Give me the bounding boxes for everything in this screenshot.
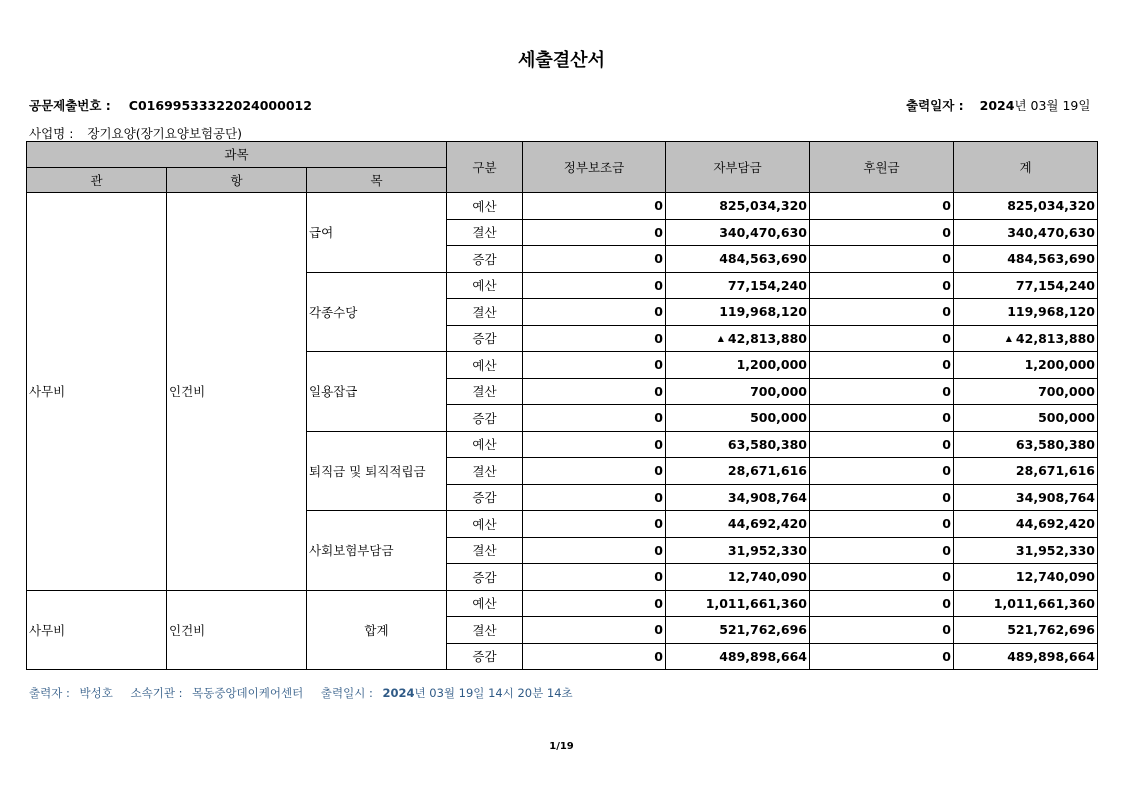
total-cell: [954, 325, 1098, 352]
total-cell-value: 1,200,000: [1024, 357, 1095, 373]
table-row: [27, 193, 1098, 220]
gov-cell-value: 0: [654, 357, 663, 373]
total-cell: [954, 246, 1098, 273]
total-cell-value: 521,762,696: [1007, 622, 1095, 638]
header-gov: 정부보조금: [523, 142, 666, 193]
negative-mark: ▲: [717, 333, 724, 343]
mok-cell: 퇴직금 및 퇴직적립금: [307, 431, 447, 511]
gov-cell: [523, 193, 666, 220]
total-cell-value: 42,813,880: [1015, 330, 1095, 346]
sponsor-cell: [810, 564, 954, 591]
self-cell: [666, 246, 810, 273]
self-cell: [666, 431, 810, 458]
gov-cell: [523, 537, 666, 564]
gubun-cell: 결산: [447, 617, 523, 644]
print-time-label: 출력일시 :: [320, 686, 373, 700]
self-cell: [666, 325, 810, 352]
sponsor-cell: [810, 484, 954, 511]
self-cell-value: 28,671,616: [727, 463, 807, 479]
sponsor-cell: [810, 219, 954, 246]
sponsor-cell-value: 0: [942, 542, 951, 558]
gubun-cell: 결산: [447, 458, 523, 485]
gov-cell: [523, 378, 666, 405]
total-cell: [954, 564, 1098, 591]
self-cell-value: 12,740,090: [727, 569, 807, 585]
hang-cell: 인건비: [167, 193, 307, 591]
total-cell: [954, 352, 1098, 379]
sponsor-cell: [810, 272, 954, 299]
doc-number: [29, 96, 312, 114]
header-gubun: 구분: [447, 142, 523, 193]
gov-cell: [523, 590, 666, 617]
page-number: 1/19: [549, 741, 574, 752]
gov-cell: [523, 564, 666, 591]
gov-cell: [523, 458, 666, 485]
gubun-cell: 예산: [447, 193, 523, 220]
business-name: [29, 124, 242, 142]
sponsor-cell: [810, 431, 954, 458]
print-date: [906, 96, 1090, 114]
gov-cell: [523, 405, 666, 432]
gov-cell: [523, 643, 666, 670]
gov-cell-value: 0: [654, 595, 663, 611]
gubun-cell: 증감: [447, 484, 523, 511]
self-cell-value: 500,000: [750, 410, 807, 426]
self-cell: [666, 405, 810, 432]
self-cell-value: 119,968,120: [719, 304, 807, 320]
sponsor-cell-value: 0: [942, 436, 951, 452]
sponsor-cell-value: 0: [942, 516, 951, 532]
total-cell: [954, 299, 1098, 326]
self-cell-value: 521,762,696: [719, 622, 807, 638]
sponsor-cell-value: 0: [942, 569, 951, 585]
doc-number-label: 공문제출번호 :: [29, 98, 111, 113]
self-cell-value: 42,813,880: [727, 330, 807, 346]
total-cell: [954, 193, 1098, 220]
self-cell: [666, 272, 810, 299]
mok-cell: 급여: [307, 193, 447, 273]
sponsor-cell: [810, 246, 954, 273]
gov-cell: [523, 617, 666, 644]
self-cell-value: 1,011,661,360: [705, 595, 807, 611]
gov-cell: [523, 219, 666, 246]
gov-cell-value: 0: [654, 622, 663, 638]
sponsor-cell: [810, 643, 954, 670]
sponsor-cell: [810, 458, 954, 485]
total-cell-value: 31,952,330: [1015, 542, 1095, 558]
total-cell-value: 825,034,320: [1007, 198, 1095, 214]
header-hang: 항: [167, 167, 307, 193]
gov-cell-value: 0: [654, 648, 663, 664]
gov-cell: [523, 511, 666, 538]
gubun-cell: 증감: [447, 325, 523, 352]
header-gwan: 관: [27, 167, 167, 193]
gubun-cell: 증감: [447, 405, 523, 432]
gwan-cell: 사무비: [27, 193, 167, 591]
gov-cell-value: 0: [654, 251, 663, 267]
print-date-rest: 년 03월 19일: [1014, 98, 1091, 113]
total-cell-value: 12,740,090: [1015, 569, 1095, 585]
page-title: 세출결산서: [518, 50, 605, 71]
business-label: 사업명 :: [29, 126, 74, 141]
sponsor-cell-value: 0: [942, 330, 951, 346]
summary-gwan-cell: 사무비: [27, 590, 167, 670]
printer-label: 출력자 :: [29, 686, 70, 700]
gubun-cell: 결산: [447, 219, 523, 246]
self-cell: [666, 590, 810, 617]
org-label: 소속기관 :: [130, 686, 183, 700]
header-total: 계: [954, 142, 1098, 193]
sponsor-cell-value: 0: [942, 277, 951, 293]
header-self: 자부담금: [666, 142, 810, 193]
total-cell: [954, 617, 1098, 644]
self-cell-value: 34,908,764: [727, 489, 807, 505]
gubun-cell: 예산: [447, 590, 523, 617]
sponsor-cell-value: 0: [942, 383, 951, 399]
gov-cell-value: 0: [654, 383, 663, 399]
print-date-year: 2024: [979, 98, 1015, 113]
total-cell-value: 77,154,240: [1015, 277, 1095, 293]
self-cell: [666, 484, 810, 511]
self-cell: [666, 193, 810, 220]
mok-cell: 각종수당: [307, 272, 447, 352]
total-cell-value: 63,580,380: [1015, 436, 1095, 452]
self-cell-value: 340,470,630: [719, 224, 807, 240]
doc-number-value: C01699533322024000012: [128, 98, 312, 113]
gubun-cell: 예산: [447, 272, 523, 299]
total-cell-value: 44,692,420: [1015, 516, 1095, 532]
self-cell-value: 31,952,330: [727, 542, 807, 558]
total-cell-value: 500,000: [1038, 410, 1095, 426]
header-sponsor: 후원금: [810, 142, 954, 193]
total-cell: [954, 484, 1098, 511]
gubun-cell: 결산: [447, 378, 523, 405]
sponsor-cell: [810, 405, 954, 432]
sponsor-cell-value: 0: [942, 463, 951, 479]
gov-cell: [523, 299, 666, 326]
gov-cell-value: 0: [654, 516, 663, 532]
gov-cell-value: 0: [654, 330, 663, 346]
gubun-cell: 예산: [447, 352, 523, 379]
sponsor-cell: [810, 378, 954, 405]
summary-row: [27, 590, 1098, 617]
self-cell-value: 700,000: [750, 383, 807, 399]
sponsor-cell: [810, 617, 954, 644]
self-cell: [666, 564, 810, 591]
sponsor-cell: [810, 352, 954, 379]
negative-mark: ▲: [1005, 333, 1012, 343]
sponsor-cell-value: 0: [942, 198, 951, 214]
print-footer: [29, 685, 585, 701]
sponsor-cell-value: 0: [942, 224, 951, 240]
total-cell-value: 340,470,630: [1007, 224, 1095, 240]
sponsor-cell: [810, 299, 954, 326]
self-cell-value: 825,034,320: [719, 198, 807, 214]
sponsor-cell-value: 0: [942, 595, 951, 611]
gov-cell: [523, 484, 666, 511]
total-cell-value: 1,011,661,360: [993, 595, 1095, 611]
self-cell: [666, 299, 810, 326]
header-subject: 과목: [27, 142, 447, 168]
sponsor-cell-value: 0: [942, 304, 951, 320]
gov-cell-value: 0: [654, 277, 663, 293]
self-cell-value: 63,580,380: [727, 436, 807, 452]
print-time-rest: 년 03월 19일 14시 20분 14초: [414, 686, 573, 700]
total-cell-value: 34,908,764: [1015, 489, 1095, 505]
gov-cell-value: 0: [654, 542, 663, 558]
sponsor-cell-value: 0: [942, 251, 951, 267]
total-cell-value: 119,968,120: [1007, 304, 1095, 320]
gov-cell-value: 0: [654, 569, 663, 585]
printer-name: 박성호: [79, 686, 113, 700]
print-date-label: 출력일자 :: [906, 98, 964, 113]
self-cell: [666, 378, 810, 405]
sponsor-cell: [810, 325, 954, 352]
org-name: 목동중앙데이케어센터: [192, 686, 304, 700]
self-cell: [666, 219, 810, 246]
total-cell: [954, 219, 1098, 246]
gov-cell-value: 0: [654, 304, 663, 320]
sponsor-cell-value: 0: [942, 410, 951, 426]
gov-cell: [523, 272, 666, 299]
self-cell: [666, 352, 810, 379]
total-cell: [954, 511, 1098, 538]
total-cell-value: 489,898,664: [1007, 648, 1095, 664]
total-cell: [954, 458, 1098, 485]
gov-cell-value: 0: [654, 436, 663, 452]
gubun-cell: 증감: [447, 643, 523, 670]
self-cell: [666, 537, 810, 564]
self-cell: [666, 643, 810, 670]
self-cell: [666, 617, 810, 644]
gov-cell: [523, 325, 666, 352]
gov-cell: [523, 431, 666, 458]
sponsor-cell: [810, 537, 954, 564]
mok-cell: 일용잡급: [307, 352, 447, 432]
gov-cell-value: 0: [654, 463, 663, 479]
gubun-cell: 증감: [447, 246, 523, 273]
sponsor-cell-value: 0: [942, 622, 951, 638]
sponsor-cell: [810, 193, 954, 220]
gov-cell-value: 0: [654, 410, 663, 426]
self-cell-value: 77,154,240: [727, 277, 807, 293]
self-cell-value: 489,898,664: [719, 648, 807, 664]
gubun-cell: 결산: [447, 299, 523, 326]
gubun-cell: 예산: [447, 431, 523, 458]
total-cell-value: 700,000: [1038, 383, 1095, 399]
sponsor-cell: [810, 590, 954, 617]
self-cell: [666, 511, 810, 538]
gov-cell: [523, 246, 666, 273]
gov-cell: [523, 352, 666, 379]
gov-cell-value: 0: [654, 489, 663, 505]
total-cell-value: 484,563,690: [1007, 251, 1095, 267]
gubun-cell: 예산: [447, 511, 523, 538]
sponsor-cell: [810, 511, 954, 538]
sponsor-cell-value: 0: [942, 357, 951, 373]
self-cell-value: 1,200,000: [736, 357, 807, 373]
total-cell: [954, 590, 1098, 617]
business-value: 장기요양(장기요양보험공단): [87, 126, 243, 141]
total-cell: [954, 378, 1098, 405]
gov-cell-value: 0: [654, 224, 663, 240]
gubun-cell: 증감: [447, 564, 523, 591]
mok-cell: 사회보험부담금: [307, 511, 447, 591]
sponsor-cell-value: 0: [942, 648, 951, 664]
total-cell: [954, 537, 1098, 564]
self-cell: [666, 458, 810, 485]
settlement-table: [26, 141, 1098, 670]
self-cell-value: 44,692,420: [727, 516, 807, 532]
self-cell-value: 484,563,690: [719, 251, 807, 267]
print-time-year: 2024: [382, 686, 415, 700]
gov-cell-value: 0: [654, 198, 663, 214]
summary-mok-cell: 합계: [307, 590, 447, 670]
summary-hang-cell: 인건비: [167, 590, 307, 670]
total-cell: [954, 431, 1098, 458]
total-cell-value: 28,671,616: [1015, 463, 1095, 479]
total-cell: [954, 643, 1098, 670]
sponsor-cell-value: 0: [942, 489, 951, 505]
total-cell: [954, 272, 1098, 299]
gubun-cell: 결산: [447, 537, 523, 564]
header-mok: 목: [307, 167, 447, 193]
total-cell: [954, 405, 1098, 432]
